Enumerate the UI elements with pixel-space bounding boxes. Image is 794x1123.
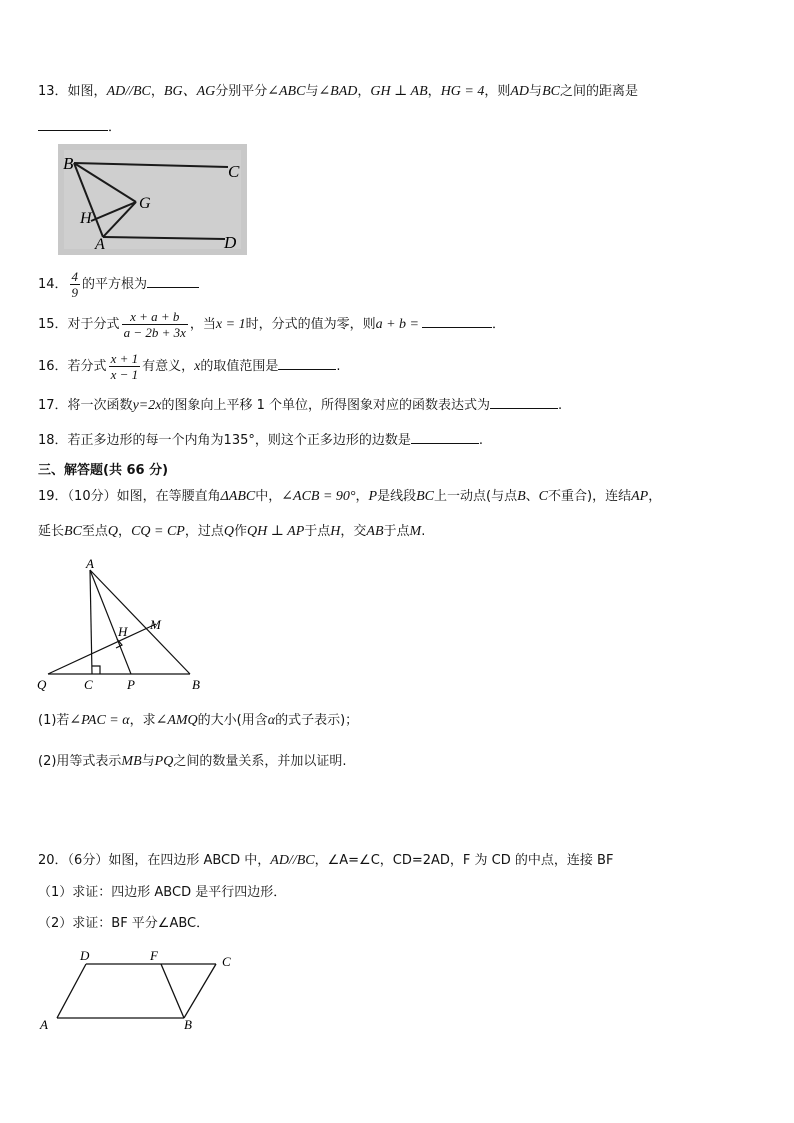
q19-line1	[38, 487, 661, 507]
q19-text: 、	[525, 489, 539, 504]
q19-text: ，	[355, 489, 369, 504]
q13-text: 与	[529, 84, 543, 99]
q19-text: 上一动点(与点	[434, 489, 518, 504]
q19-math: P	[368, 489, 378, 504]
q19-text: 如图，在等腰直角	[116, 489, 221, 504]
q19-text: 于点	[383, 524, 410, 539]
q17-text: 的图象向上平移 1 个单位，所得图象对应的函数表达式为	[161, 398, 490, 413]
q19-text: 的式子表示)；	[275, 713, 359, 728]
q19-label-A: A	[86, 556, 94, 571]
q13-math: BG、AG	[163, 84, 216, 99]
q19-math: CQ = CP	[131, 524, 185, 539]
q14-fraction	[70, 269, 81, 300]
q19-math: BC	[416, 489, 434, 504]
q16-fraction	[109, 351, 141, 382]
q16-fraction-denominator: x − 1	[110, 367, 139, 382]
q20-label-A: A	[40, 1017, 48, 1032]
q15-fraction-numerator: x + a + b	[130, 309, 180, 324]
q13-math: GH ⊥ AB	[370, 84, 428, 99]
q14-fraction-denominator: 9	[71, 285, 79, 300]
q16-text: 的取值范围是	[200, 359, 279, 374]
q13-text: ，	[427, 84, 441, 99]
q19-text: 的大小(用含	[197, 713, 268, 728]
q13-math: HG = 4	[440, 84, 485, 99]
q15-math: x = 1	[215, 317, 246, 332]
q20-text: ，∠A=∠C，CD=2AD，F 为 CD 的中点，连接 BF	[314, 853, 614, 868]
q17-answer-blank[interactable]	[490, 394, 558, 409]
q19-math: ΔABC	[220, 489, 256, 504]
q19-math: MB	[121, 754, 142, 769]
q19-text: 与	[141, 754, 155, 769]
q19-math: M	[409, 524, 422, 539]
q19-text: 延长	[38, 524, 65, 539]
q15-math: a + b =	[375, 317, 419, 332]
q16-answer-blank[interactable]	[278, 355, 336, 370]
q15-fraction-denominator: a − 2b + 3x	[123, 325, 186, 340]
q19-text: ，交	[340, 524, 367, 539]
q13-number: 13．	[38, 84, 68, 99]
q18-end: .	[478, 433, 484, 448]
q19-math: ∠PAC = α	[69, 713, 130, 728]
q19-text: (2)用等式表示	[38, 754, 122, 769]
q19-part1	[38, 711, 358, 731]
q15-end: ．	[492, 317, 506, 332]
q19-label-P: P	[127, 677, 135, 692]
q13-answer-line	[38, 116, 121, 138]
q13-answer-blank[interactable]	[38, 116, 108, 131]
q13-figure-photo	[58, 144, 247, 255]
q19-math: AP	[631, 489, 649, 504]
q19-math: α	[267, 713, 276, 728]
q14-answer-blank[interactable]	[147, 273, 199, 288]
q14-fraction-numerator: 4	[71, 269, 79, 284]
q19-text: 是线段	[377, 489, 417, 504]
q18-number: 18．	[38, 433, 68, 448]
q20-part2: （2）求证：BF 平分∠ABC．	[38, 916, 210, 931]
q13-math: AD//BC	[106, 84, 151, 99]
q15-number: 15．	[38, 317, 68, 332]
q19-text: 之间的数量关系，并加以证明.	[173, 754, 347, 769]
q13-text: 如图，	[67, 84, 107, 99]
q14-number: 14．	[38, 277, 68, 292]
q13-text: ，	[357, 84, 371, 99]
q19-label-Q: Q	[37, 677, 47, 692]
q13-text: 之间的距离是	[559, 84, 638, 99]
q17-end: .	[557, 398, 563, 413]
q19-text: ，求	[129, 713, 156, 728]
q20-label-C: C	[222, 954, 231, 969]
q19-text: 至点	[81, 524, 108, 539]
q17-line	[38, 394, 562, 416]
q13-text: 与	[305, 84, 319, 99]
q19-math: BC	[64, 524, 82, 539]
q19-figure	[30, 556, 220, 696]
q19-label-M: M	[150, 617, 161, 632]
q13-label-H: H	[80, 210, 92, 227]
q18-text: 若正多边形的每一个内角为135°，则这个正多边形的边数是	[67, 433, 411, 448]
q19-label-C: C	[84, 677, 93, 692]
q19-text: ，	[118, 524, 132, 539]
q19-math: ∠AMQ	[155, 713, 198, 728]
q13-line1	[38, 82, 638, 102]
q19-number: 19．	[38, 489, 68, 504]
q19-math: H	[330, 524, 341, 539]
q16-text: 有意义，	[142, 359, 195, 374]
q14-line	[38, 268, 199, 302]
q20-line1	[38, 851, 613, 871]
q13-label-D: D	[224, 233, 237, 252]
q20-figure	[30, 945, 250, 1040]
q19-label-H: H	[118, 624, 128, 639]
q16-math: x	[194, 359, 201, 374]
q20-part1: （1）求证：四边形 ABCD 是平行四边形．	[38, 885, 287, 900]
q19-line2	[38, 522, 425, 542]
q18-answer-blank[interactable]	[411, 429, 479, 444]
q19-end: .	[421, 524, 426, 539]
q19-text: ，过点	[184, 524, 224, 539]
q13-end: ．	[108, 120, 122, 135]
q19-math: ∠ACB = 90°	[281, 489, 356, 504]
q19-math: C	[538, 489, 548, 504]
q20-math: AD//BC	[270, 853, 315, 868]
q17-number: 17．	[38, 398, 68, 413]
q16-fraction-numerator: x + 1	[110, 351, 139, 366]
q15-line	[38, 308, 505, 342]
q17-math: y=2x	[132, 398, 162, 413]
q13-text: ，	[150, 84, 164, 99]
q19-text: 作	[234, 524, 248, 539]
q13-label-G: G	[139, 195, 151, 212]
q20-label-F: F	[150, 948, 158, 963]
q19-score: （10分）	[67, 489, 117, 504]
q14-text: 的平方根为	[82, 277, 148, 292]
q15-answer-blank[interactable]	[422, 313, 492, 328]
q16-number: 16．	[38, 359, 68, 374]
q16-text: 若分式	[67, 359, 107, 374]
q15-text: 时，分式的值为零，则	[245, 317, 376, 332]
q13-label-C: C	[228, 162, 240, 181]
q19-text: 于点	[304, 524, 331, 539]
q15-fraction	[122, 309, 188, 340]
q13-label-A: A	[95, 236, 105, 253]
section-heading: 三、解答题(共 66 分)	[38, 463, 169, 478]
q13-math: ∠BAD	[318, 84, 358, 99]
q19-math: Q	[107, 524, 119, 539]
q16-line	[38, 350, 341, 384]
q13-text: ，则	[484, 84, 511, 99]
q16-end: .	[336, 359, 341, 374]
q13-text: 分别平分	[215, 84, 268, 99]
q19-text: 中，	[255, 489, 282, 504]
q19-math: B	[517, 489, 526, 504]
q19-math: PQ	[154, 754, 174, 769]
q19-math: Q	[223, 524, 234, 539]
q19-label-B: B	[192, 677, 200, 692]
q19-text: (1)若	[38, 713, 70, 728]
q20-label-D: D	[80, 948, 90, 963]
q20-score: （6分）	[67, 853, 109, 868]
q20-text: 如图，在四边形 ABCD 中，	[108, 853, 271, 868]
q13-label-B: B	[63, 154, 74, 173]
q15-text: 对于分式	[67, 317, 120, 332]
q19-math: AB	[366, 524, 384, 539]
q19-math: QH ⊥ AP	[247, 524, 305, 539]
q20-number: 20．	[38, 853, 68, 868]
q20-label-B: B	[184, 1017, 192, 1032]
q17-text: 将一次函数	[67, 398, 133, 413]
q13-math: AD	[510, 84, 530, 99]
q13-math: ∠ABC	[267, 84, 306, 99]
q15-text: ，当	[189, 317, 216, 332]
q13-figure	[58, 144, 247, 255]
q19-text: ，	[648, 489, 662, 504]
q19-text: 不重合)，连结	[548, 489, 632, 504]
q19-part2	[38, 752, 346, 772]
q18-line	[38, 429, 483, 451]
q13-math: BC	[542, 84, 560, 99]
